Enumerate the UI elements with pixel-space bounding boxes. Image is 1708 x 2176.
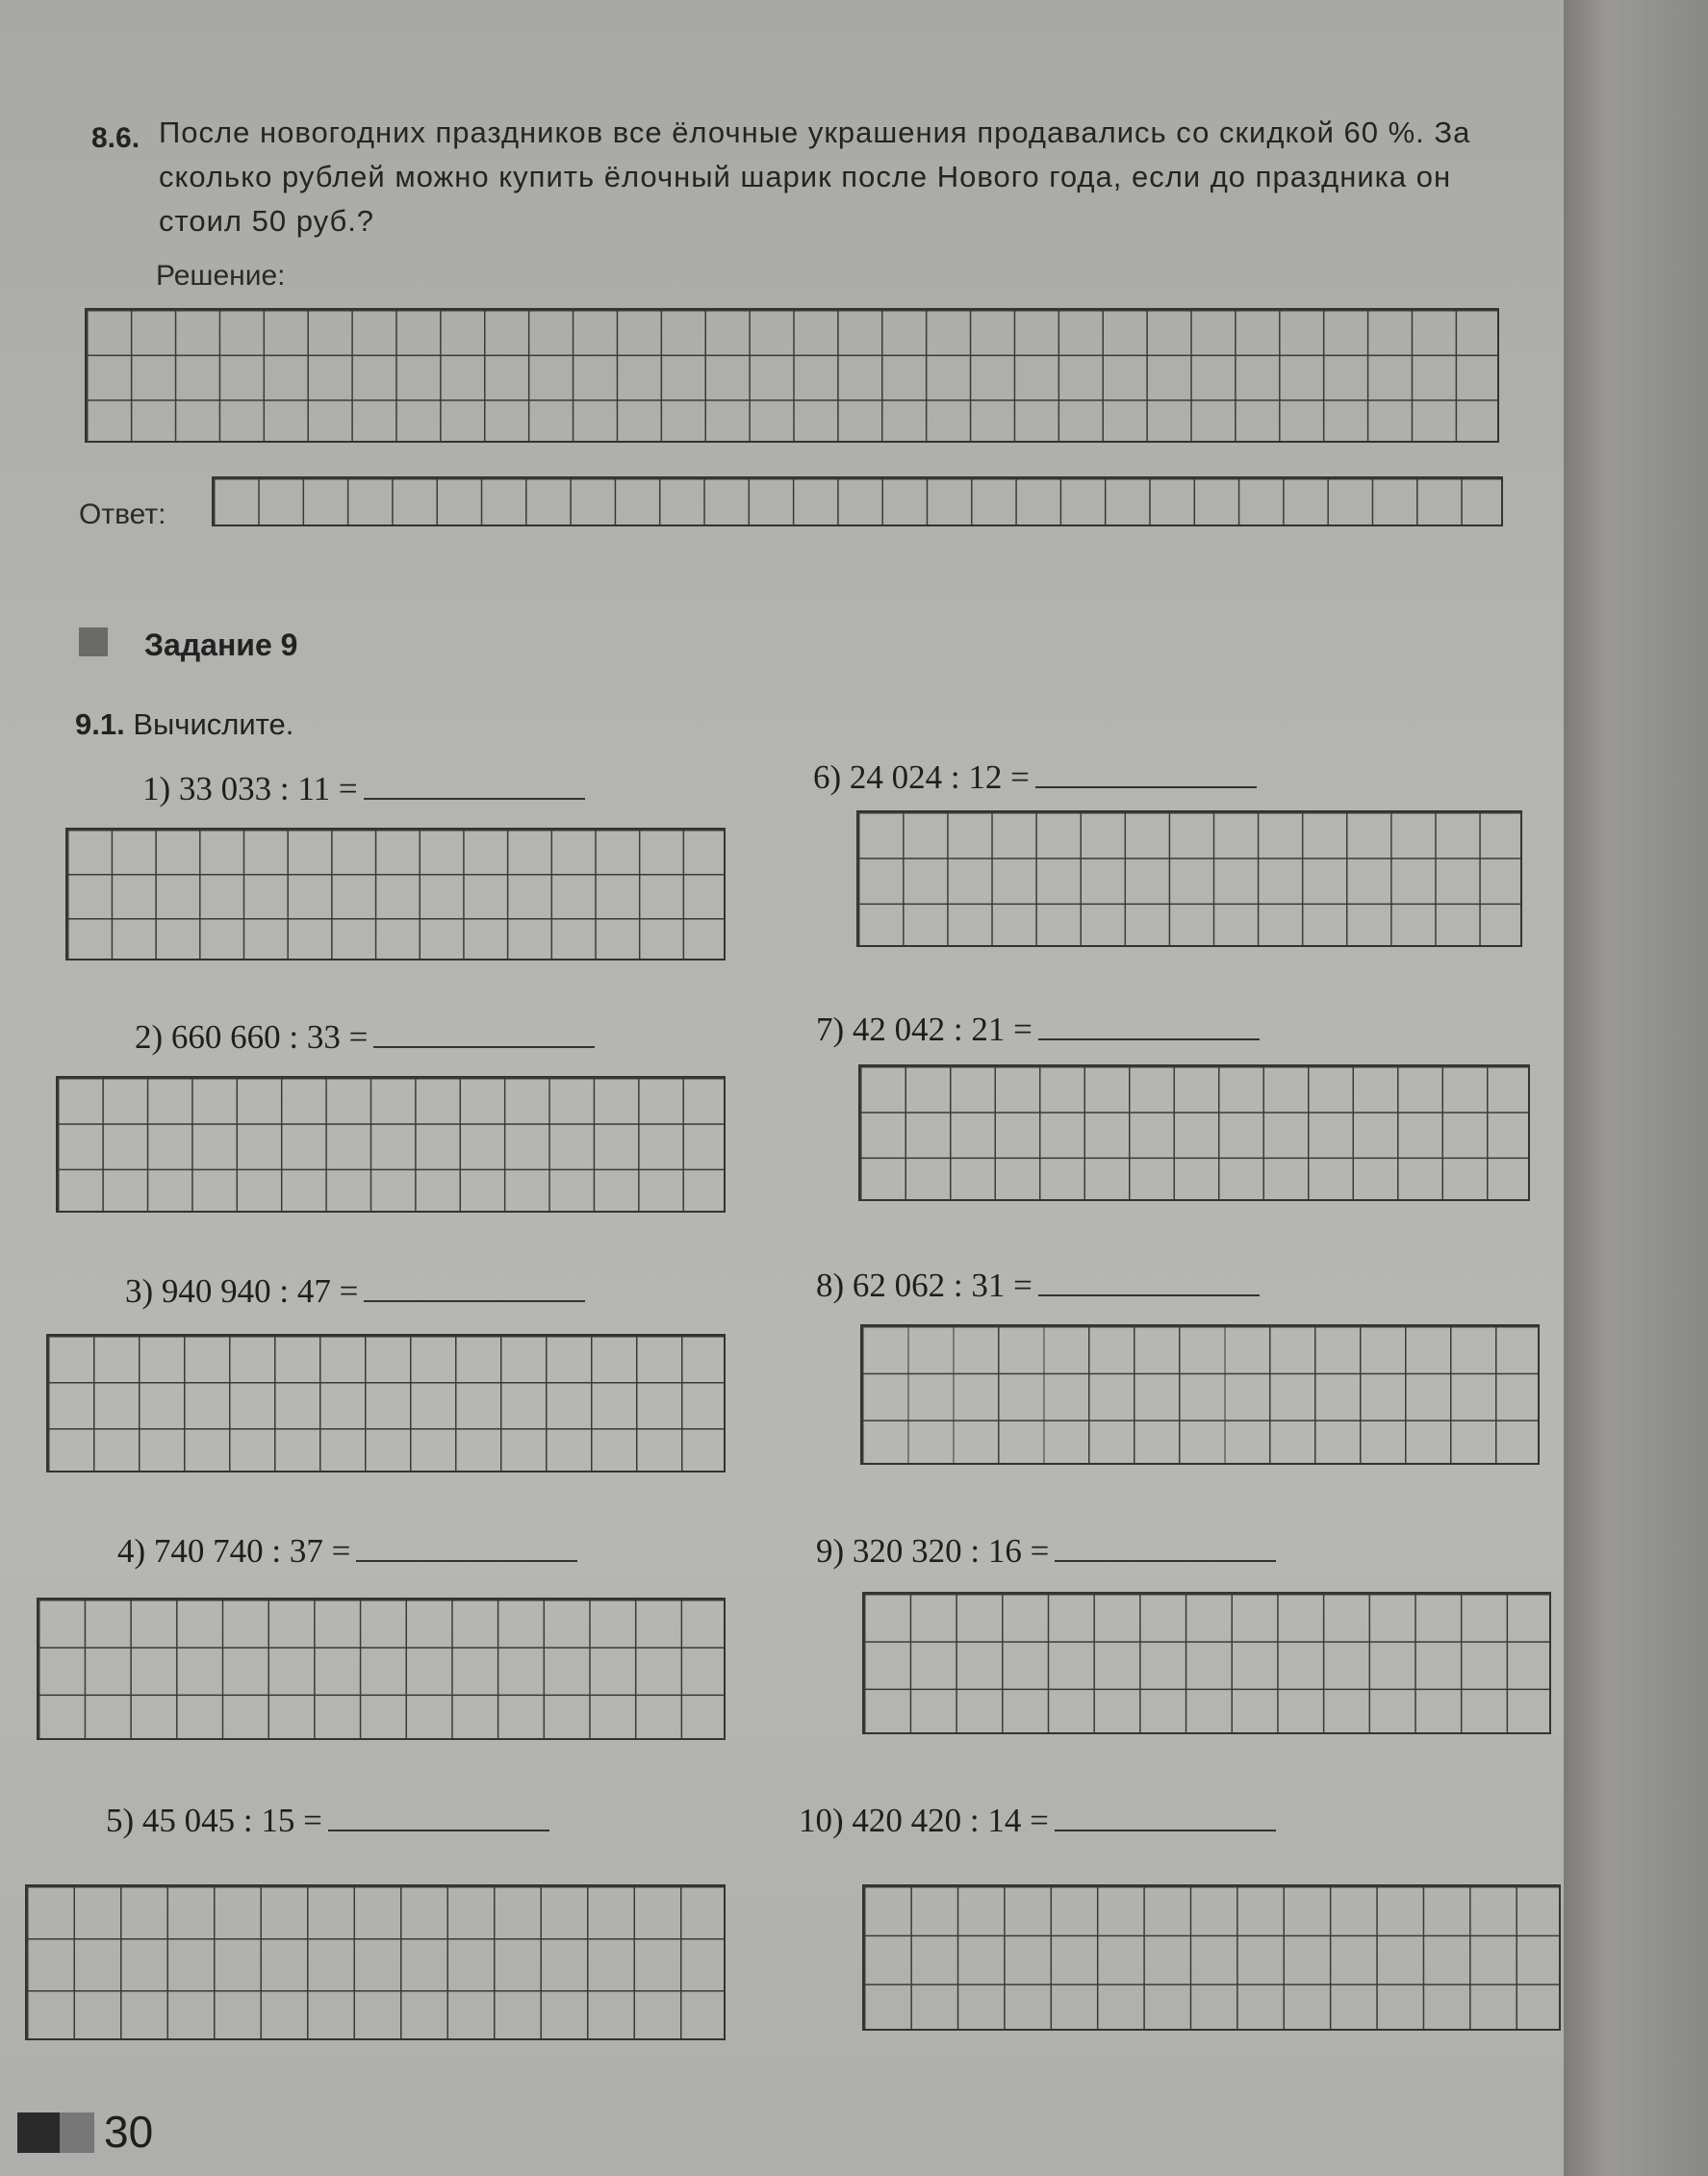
- answer-blank[interactable]: [1038, 1011, 1260, 1040]
- exercise-9: [816, 1532, 1276, 1571]
- exercise-5: [106, 1802, 549, 1840]
- exercise-9-grid[interactable]: [862, 1592, 1551, 1734]
- exercise-6: [813, 758, 1257, 797]
- exercise-1-label: 1) 33 033 : 11 =: [142, 770, 358, 807]
- exercise-10: [799, 1802, 1276, 1840]
- exercise-10-grid[interactable]: [862, 1884, 1561, 2031]
- exercise-5-grid[interactable]: [25, 1884, 726, 2040]
- solution-grid[interactable]: [85, 308, 1499, 443]
- answer-blank[interactable]: [1035, 759, 1257, 788]
- answer-blank[interactable]: [364, 771, 585, 800]
- exercise-8-label: 8) 62 062 : 31 =: [816, 1267, 1032, 1304]
- exercise-3-grid[interactable]: [46, 1334, 726, 1472]
- page-number: 30: [104, 2107, 154, 2157]
- exercise-5-label: 5) 45 045 : 15 =: [106, 1802, 322, 1839]
- exercise-10-label: 10) 420 420 : 14 =: [799, 1802, 1049, 1839]
- section-marker-icon: [79, 627, 108, 656]
- exercise-3: [125, 1272, 585, 1311]
- answer-blank[interactable]: [356, 1533, 577, 1562]
- answer-blank[interactable]: [1055, 1533, 1276, 1562]
- answer-blank[interactable]: [328, 1803, 549, 1831]
- page-edge-shadow: [1564, 0, 1708, 2176]
- solution-label: Решение:: [156, 260, 286, 292]
- task-9-heading: Задание 9: [144, 627, 298, 662]
- exercise-9-label: 9) 320 320 : 16 =: [816, 1532, 1050, 1570]
- exercise-7-label: 7) 42 042 : 21 =: [816, 1011, 1032, 1048]
- exercise-8-grid[interactable]: [860, 1324, 1540, 1465]
- exercise-4: [117, 1532, 577, 1571]
- answer-label: Ответ:: [79, 499, 166, 530]
- task-9-1-number: 9.1.: [75, 707, 125, 741]
- exercise-4-label: 4) 740 740 : 37 =: [117, 1532, 351, 1570]
- task-9-1-text: Вычислите.: [133, 707, 294, 741]
- exercise-7-grid[interactable]: [858, 1064, 1530, 1201]
- exercise-6-label: 6) 24 024 : 12 =: [813, 758, 1030, 796]
- exercise-8: [816, 1267, 1260, 1305]
- page-number-marker: [17, 2112, 94, 2153]
- exercise-4-grid[interactable]: [37, 1598, 726, 1740]
- task-number: 8.6.: [91, 122, 140, 154]
- exercise-7: [816, 1011, 1260, 1049]
- answer-blank[interactable]: [364, 1273, 585, 1302]
- answer-grid[interactable]: [212, 476, 1503, 526]
- exercise-2-label: 2) 660 660 : 33 =: [135, 1018, 369, 1056]
- exercise-3-label: 3) 940 940 : 47 =: [125, 1272, 359, 1310]
- exercise-6-grid[interactable]: [856, 810, 1522, 947]
- task-text: После новогодних праздников все ёлочные украшения продавались со скидкой 60 %. За сколько рублей можно купить ёлочный шарик после Нового года, если до праздника он стоил 50 руб.?: [159, 115, 1471, 238]
- exercise-2-grid[interactable]: [56, 1076, 726, 1213]
- exercise-1: [142, 770, 585, 808]
- task-9-1-heading: [75, 707, 293, 742]
- answer-blank[interactable]: [1038, 1267, 1260, 1296]
- answer-blank[interactable]: [373, 1019, 595, 1048]
- answer-blank[interactable]: [1055, 1803, 1276, 1831]
- exercise-2: [135, 1018, 595, 1057]
- exercise-1-grid[interactable]: [65, 828, 726, 960]
